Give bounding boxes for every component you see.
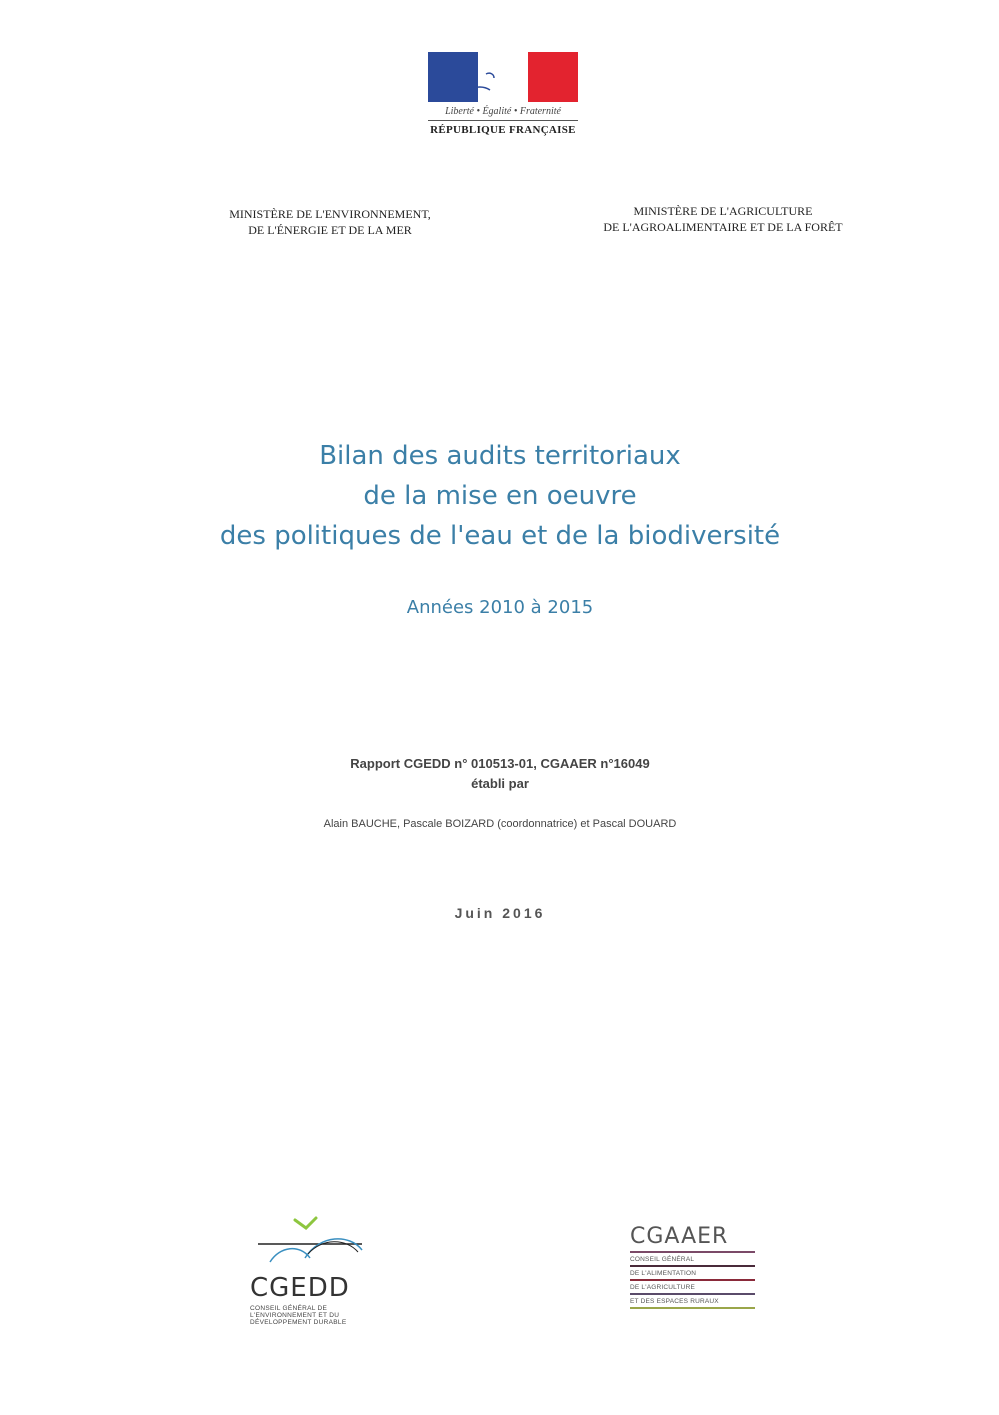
cgedd-subtitle — [250, 1305, 380, 1326]
ministry-left-line-1: MINISTÈRE DE L'ENVIRONNEMENT, — [229, 207, 431, 221]
cgedd-name: CGEDD — [250, 1273, 350, 1303]
established-by: établi par — [471, 776, 529, 791]
ministry-environment — [200, 206, 460, 238]
document-subtitle: Années 2010 à 2015 — [406, 597, 594, 618]
republic-motto: Liberté • Égalité • Fraternité — [445, 106, 561, 117]
cgedd-subtitle-line-2: L'ENVIRONNEMENT ET DU — [250, 1312, 340, 1319]
ministry-left-line-2: DE L'ÉNERGIE ET DE LA MER — [248, 223, 412, 237]
report-date: Juin 2016 — [454, 905, 546, 921]
cgedd-subtitle-line-3: DÉVELOPPEMENT DURABLE — [250, 1319, 347, 1326]
cgaaer-row-3: DE L'AGRICULTURE — [630, 1281, 755, 1295]
republique-francaise-logo — [428, 52, 578, 136]
document-title — [120, 436, 880, 556]
cgaaer-row-4: ET DES ESPACES RURAUX — [630, 1295, 755, 1309]
republic-name: RÉPUBLIQUE FRANÇAISE — [430, 124, 576, 136]
marianne-flag-icon — [428, 52, 578, 102]
title-line-3: des politiques de l'eau et de la biodiversité — [219, 521, 781, 551]
logo-divider — [428, 120, 578, 121]
ministry-agriculture — [578, 203, 868, 235]
cgedd-emblem-icon — [250, 1210, 370, 1266]
cgaaer-logo — [630, 1224, 755, 1309]
cgaaer-row-2: DE L'ALIMENTATION — [630, 1267, 755, 1281]
cgedd-logo — [250, 1210, 380, 1326]
cgaaer-name: CGAAER — [630, 1224, 755, 1253]
report-reference-block — [250, 754, 750, 794]
title-line-1: Bilan des audits territoriaux — [319, 441, 681, 471]
title-line-2: de la mise en oeuvre — [363, 481, 637, 511]
cgaaer-row-1: CONSEIL GÉNÉRAL — [630, 1253, 755, 1267]
report-reference: Rapport CGEDD n° 010513-01, CGAAER n°16049 — [350, 756, 650, 771]
cgedd-subtitle-line-1: CONSEIL GÉNÉRAL DE — [250, 1305, 328, 1312]
ministry-right-line-2: DE L'AGROALIMENTAIRE ET DE LA FORÊT — [603, 220, 843, 234]
report-authors: Alain BAUCHE, Pascale BOIZARD (coordonnatrice) et Pascal DOUARD — [323, 818, 677, 830]
ministry-right-line-1: MINISTÈRE DE L'AGRICULTURE — [633, 204, 813, 218]
